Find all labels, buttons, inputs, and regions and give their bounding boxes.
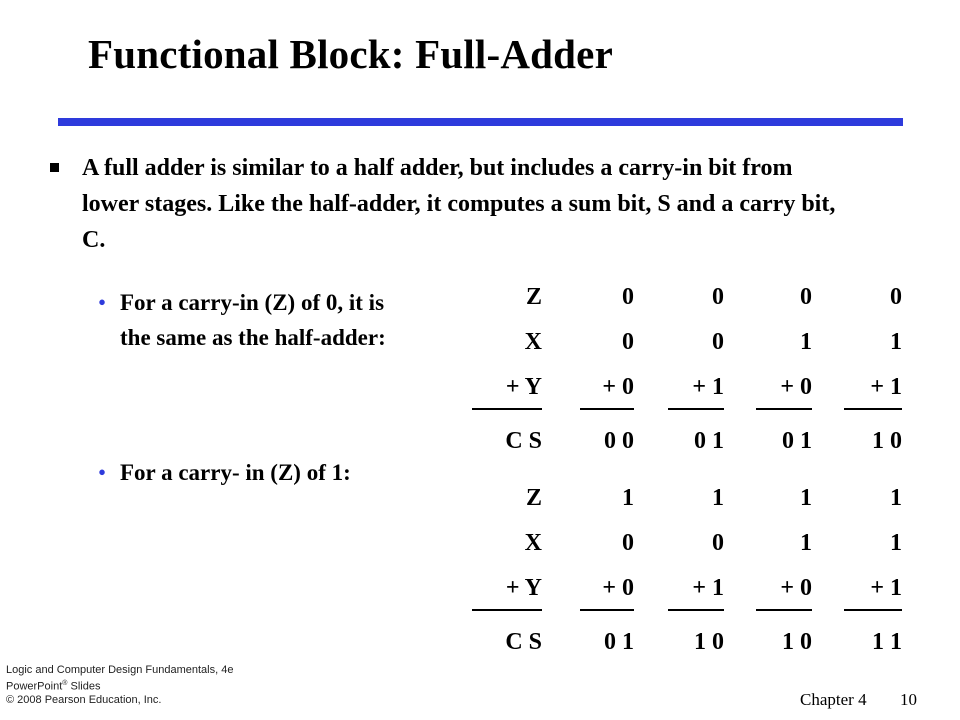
table-row-x (430, 320, 920, 365)
table-cell: 1 (712, 485, 724, 511)
book-title: Logic and Computer Design Fundamentals, 4e (6, 664, 234, 676)
sum-line (756, 609, 812, 611)
table-cell: 1 (890, 329, 902, 355)
sum-line (756, 408, 812, 410)
table-cell: 0 (712, 530, 724, 556)
table-cell: + 0 (602, 575, 634, 601)
dot-bullet-icon: • (98, 460, 107, 485)
page-number: 10 (900, 690, 917, 709)
slides-line (6, 677, 233, 694)
table-cell: 0 (622, 284, 634, 310)
dot-bullet-icon: • (98, 290, 107, 315)
table-cell: 0 1 (782, 428, 812, 454)
table-cell: 1 (622, 485, 634, 511)
table-cell: + 1 (870, 374, 902, 400)
table-cell: 1 (800, 329, 812, 355)
sum-line (844, 408, 902, 410)
table-row-x (430, 521, 920, 566)
table-cell: 0 1 (694, 428, 724, 454)
table-cell: 1 (890, 485, 902, 511)
square-bullet-icon (50, 163, 59, 172)
sum-line (580, 408, 634, 410)
table-cell: 1 0 (872, 428, 902, 454)
sub-bullet-text: For a carry- in (Z) of 1: (120, 460, 351, 485)
sum-line (668, 609, 724, 611)
sum-line (668, 408, 724, 410)
slides-prefix: PowerPoint (6, 680, 63, 693)
table-cell: + 0 (602, 374, 634, 400)
slides-suffix: Slides (67, 680, 101, 693)
row-label: Z (525, 284, 542, 310)
chapter-label: Chapter 4 (800, 690, 867, 709)
main-bullet-text: A full adder is similar to a half adder, but includes a carry-in bit from lower stages. Like the half-adder, it computes a sum bit, S and a carry bit, C. (82, 155, 836, 253)
addition-table-carry-zero (430, 275, 920, 464)
sum-line (472, 609, 542, 611)
table-cell: 1 (800, 485, 812, 511)
table-cell: 0 1 (604, 629, 634, 655)
table-row-y (430, 566, 920, 611)
row-label: X (524, 530, 542, 556)
addition-table-carry-one (430, 476, 920, 665)
table-cell: + 1 (692, 374, 724, 400)
row-label: + Y (505, 374, 542, 400)
table-cell: 0 (622, 329, 634, 355)
sub-bullet-text: For a carry-in (Z) of 0, it is the same as the half-adder: (120, 290, 386, 350)
row-label: Z (525, 485, 542, 511)
table-cell: 0 (800, 284, 812, 310)
main-bullet (48, 150, 838, 258)
registered-mark: ® (62, 680, 68, 687)
row-label: C S (505, 428, 542, 454)
row-label: C S (505, 629, 542, 655)
sum-line (580, 609, 634, 611)
sum-line (844, 609, 902, 611)
row-label: + Y (505, 575, 542, 601)
table-cell: 0 (712, 329, 724, 355)
table-cell: + 1 (692, 575, 724, 601)
table-cell: + 0 (780, 575, 812, 601)
table-cell: 1 (890, 530, 902, 556)
row-label: X (524, 329, 542, 355)
table-row-z (430, 476, 920, 521)
table-cell: 1 (800, 530, 812, 556)
table-cell: 0 (712, 284, 724, 310)
table-cell: 0 0 (604, 428, 634, 454)
table-row-cs (430, 620, 920, 665)
slide-title: Functional Block: Full-Adder (88, 31, 613, 77)
sub-bullet-carry-zero (98, 285, 418, 355)
copyright: © 2008 Pearson Education, Inc. (6, 693, 162, 706)
table-cell: + 1 (870, 575, 902, 601)
title-divider (58, 118, 903, 126)
table-row-cs (430, 419, 920, 464)
table-cell: 1 1 (872, 629, 902, 655)
table-cell: + 0 (780, 374, 812, 400)
table-row-y (430, 365, 920, 410)
publisher-credit (6, 664, 233, 707)
table-row-z (430, 275, 920, 320)
table-cell: 1 0 (694, 629, 724, 655)
sum-line (472, 408, 542, 410)
table-cell: 0 (890, 284, 902, 310)
table-cell: 0 (622, 530, 634, 556)
table-cell: 1 0 (782, 629, 812, 655)
sub-bullet-carry-one (98, 455, 358, 490)
